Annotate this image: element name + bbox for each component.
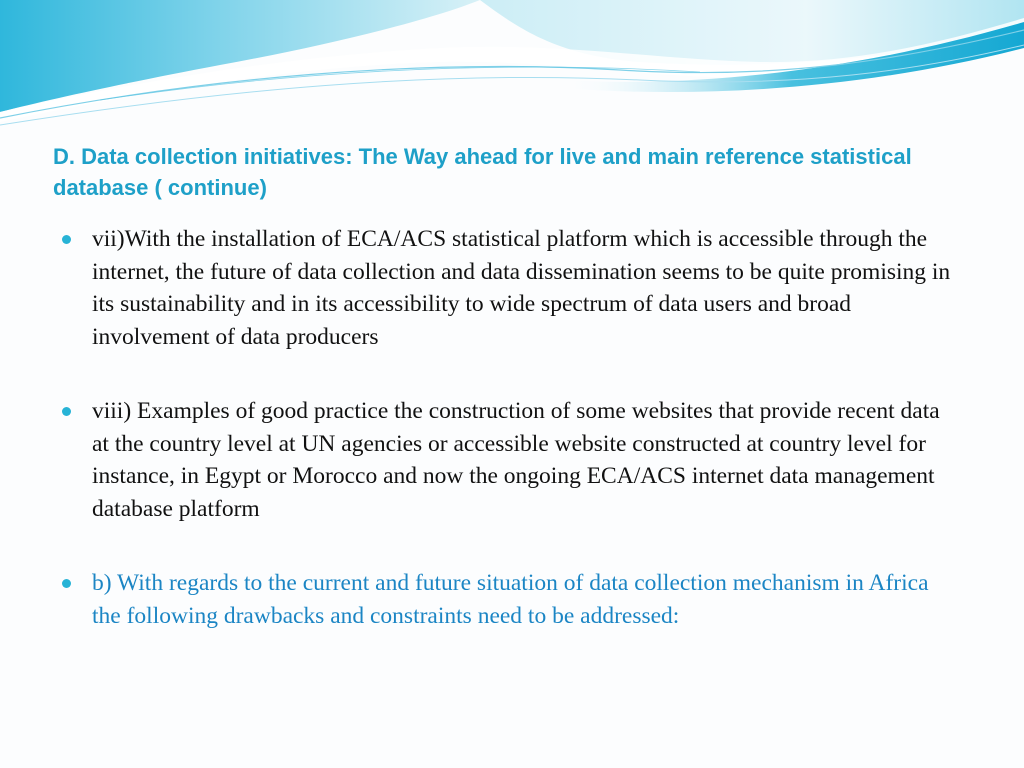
bullet-item-viii [62,395,962,525]
bullet-item-vii [62,223,962,353]
slide-title: D. Data collection initiatives: The Way ahead for live and main reference statistical database ( continue) [53,144,912,200]
bullet-text: vii)With the installation of ECA/ACS statistical platform which is accessible through the internet, the future of data collection and data dissemination seems to be quite promising in its sustainability and in its accessibility to wide spectrum of data users and broad involvement of data producers [92,226,951,350]
header-wave-decoration [0,0,1024,130]
bullet-text: viii) Examples of good practice the construction of some websites that provide recent data at the country level at UN agencies or accessible website constructed at country level for instance, in Egypt or Morocco and now the ongoing ECA/ACS internet data management database platform [92,398,940,522]
bullet-text: b) With regards to the current and future situation of data collection mechanism in Africa the following drawbacks and constraints need to be addressed: [92,570,929,629]
bullet-icon [62,407,71,416]
bullet-icon [62,235,71,244]
bullet-list [62,223,962,632]
bullet-item-b [62,567,962,632]
bullet-icon [62,579,71,588]
